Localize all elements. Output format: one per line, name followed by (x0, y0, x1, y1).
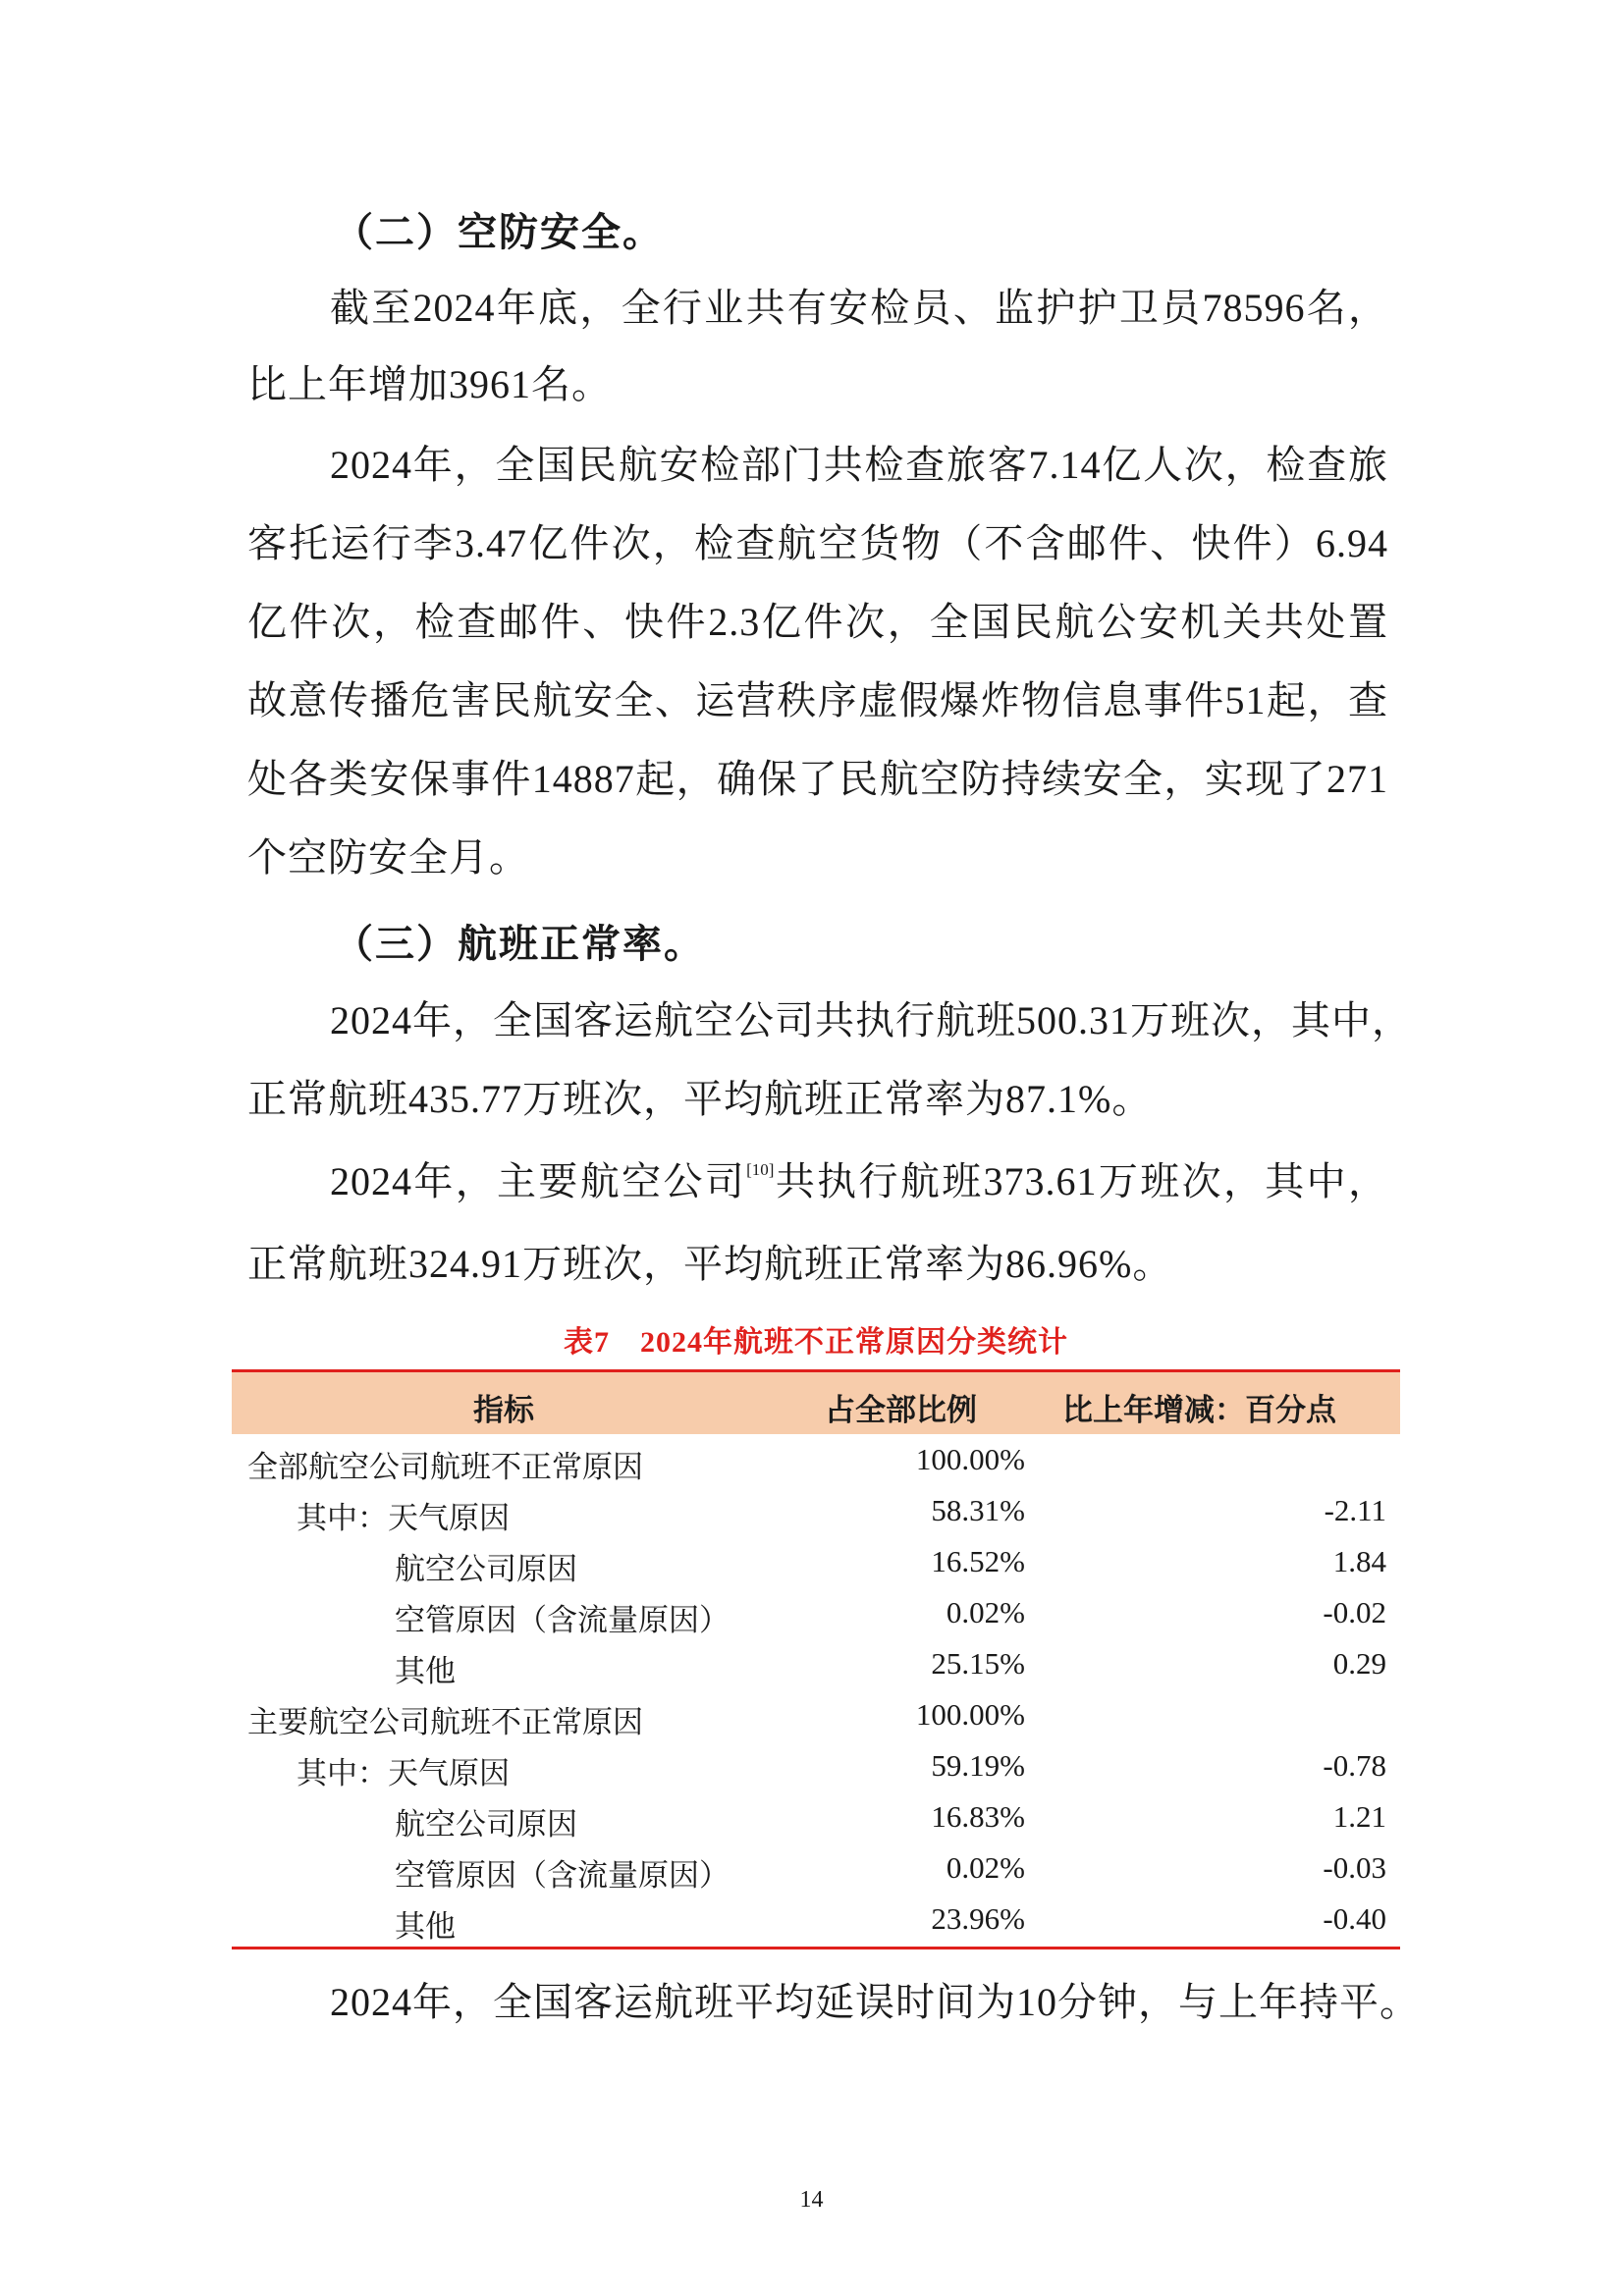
row-share: 0.02% (946, 1595, 1025, 1629)
row-share: 0.02% (946, 1850, 1025, 1885)
row-label: 其他 (395, 1654, 456, 1688)
row-share: 58.31% (931, 1493, 1025, 1527)
row-share: 23.96% (931, 1901, 1025, 1936)
row-change: 1.21 (1332, 1799, 1386, 1834)
footnote-reference: [10] (746, 1160, 775, 1179)
row-share: 59.19% (931, 1748, 1025, 1783)
table-row (232, 1638, 1400, 1689)
row-change: -0.40 (1323, 1901, 1386, 1936)
row-change: 1.84 (1332, 1544, 1386, 1578)
paragraph-line: 正常航班435.77万班次，平均航班正常率为87.1%。 (247, 1077, 1153, 1121)
column-header-change: 比上年增减：百分点 (1062, 1393, 1336, 1427)
table-row (232, 1587, 1400, 1638)
page-number: 14 (799, 2187, 824, 2213)
table-bottom-rule (232, 1947, 1400, 1949)
paragraph-text: 2024年，主要航空公司 (330, 1159, 747, 1203)
table-row (232, 1791, 1400, 1842)
column-header-share: 占全部比例 (825, 1393, 977, 1427)
paragraph-line: 2024年，全国客运航空公司共执行航班500.31万班次，其中， (330, 998, 1412, 1042)
table-header-row (232, 1369, 1400, 1434)
table-row (232, 1740, 1400, 1791)
table-row (232, 1894, 1400, 1945)
row-label: 航空公司原因 (395, 1807, 577, 1842)
row-share: 16.83% (931, 1799, 1025, 1834)
row-share: 100.00% (915, 1442, 1025, 1476)
row-change: -0.02 (1323, 1595, 1386, 1629)
table-row (232, 1689, 1400, 1740)
paragraph-line: 比上年增加3961名。 (247, 362, 612, 406)
paragraph-line: 客托运行李3.47亿件次，检查航空货物（不含邮件、快件）6.94 (247, 521, 1388, 565)
paragraph-line: 处各类安保事件14887起，确保了民航空防持续安全，实现了271 (247, 757, 1388, 801)
row-share: 100.00% (915, 1697, 1025, 1732)
paragraph-line: 正常航班324.91万班次，平均航班正常率为86.96%。 (247, 1242, 1173, 1286)
table-row (232, 1842, 1400, 1894)
row-label: 航空公司原因 (395, 1552, 577, 1586)
row-label: 全部航空公司航班不正常原因 (247, 1450, 643, 1484)
paragraph-line: 亿件次，检查邮件、快件2.3亿件次，全国民航公安机关共处置 (247, 600, 1388, 644)
row-label: 空管原因（含流量原因） (395, 1858, 730, 1893)
table-caption: 表7 2024年航班不正常原因分类统计 (564, 1326, 1068, 1359)
row-label: 主要航空公司航班不正常原因 (247, 1705, 643, 1739)
row-label: 其中：天气原因 (297, 1501, 510, 1535)
column-header-indicator: 指标 (473, 1393, 534, 1427)
row-label: 其他 (395, 1909, 456, 1944)
table-row (232, 1536, 1400, 1587)
row-change: -0.03 (1323, 1850, 1386, 1885)
table-row (232, 1434, 1400, 1485)
row-label: 空管原因（含流量原因） (395, 1603, 730, 1637)
row-change: -0.78 (1323, 1748, 1386, 1783)
section-heading-air-defense: （二）空防安全。 (334, 210, 664, 254)
section-heading-flight-punctuality: （三）航班正常率。 (334, 922, 705, 966)
paragraph-text: 共执行航班373.61万班次，其中， (774, 1159, 1389, 1203)
row-share: 25.15% (931, 1646, 1025, 1681)
closing-paragraph: 2024年，全国客运航班平均延误时间为10分钟，与上年持平。 (330, 1980, 1420, 2024)
row-change: 0.29 (1332, 1646, 1386, 1681)
row-change: -2.11 (1324, 1493, 1386, 1527)
paragraph-line (330, 1150, 1388, 1206)
paragraph-line: 2024年，全国民航安检部门共检查旅客7.14亿人次，检查旅 (330, 443, 1388, 487)
row-share: 16.52% (931, 1544, 1025, 1578)
row-label: 其中：天气原因 (297, 1756, 510, 1790)
paragraph-line: 故意传播危害民航安全、运营秩序虚假爆炸物信息事件51起，查 (247, 678, 1388, 722)
paragraph-line: 个空防安全月。 (247, 835, 529, 880)
paragraph-line: 截至2024年底，全行业共有安检员、监护护卫员78596名， (330, 286, 1388, 330)
table-row (232, 1485, 1400, 1536)
